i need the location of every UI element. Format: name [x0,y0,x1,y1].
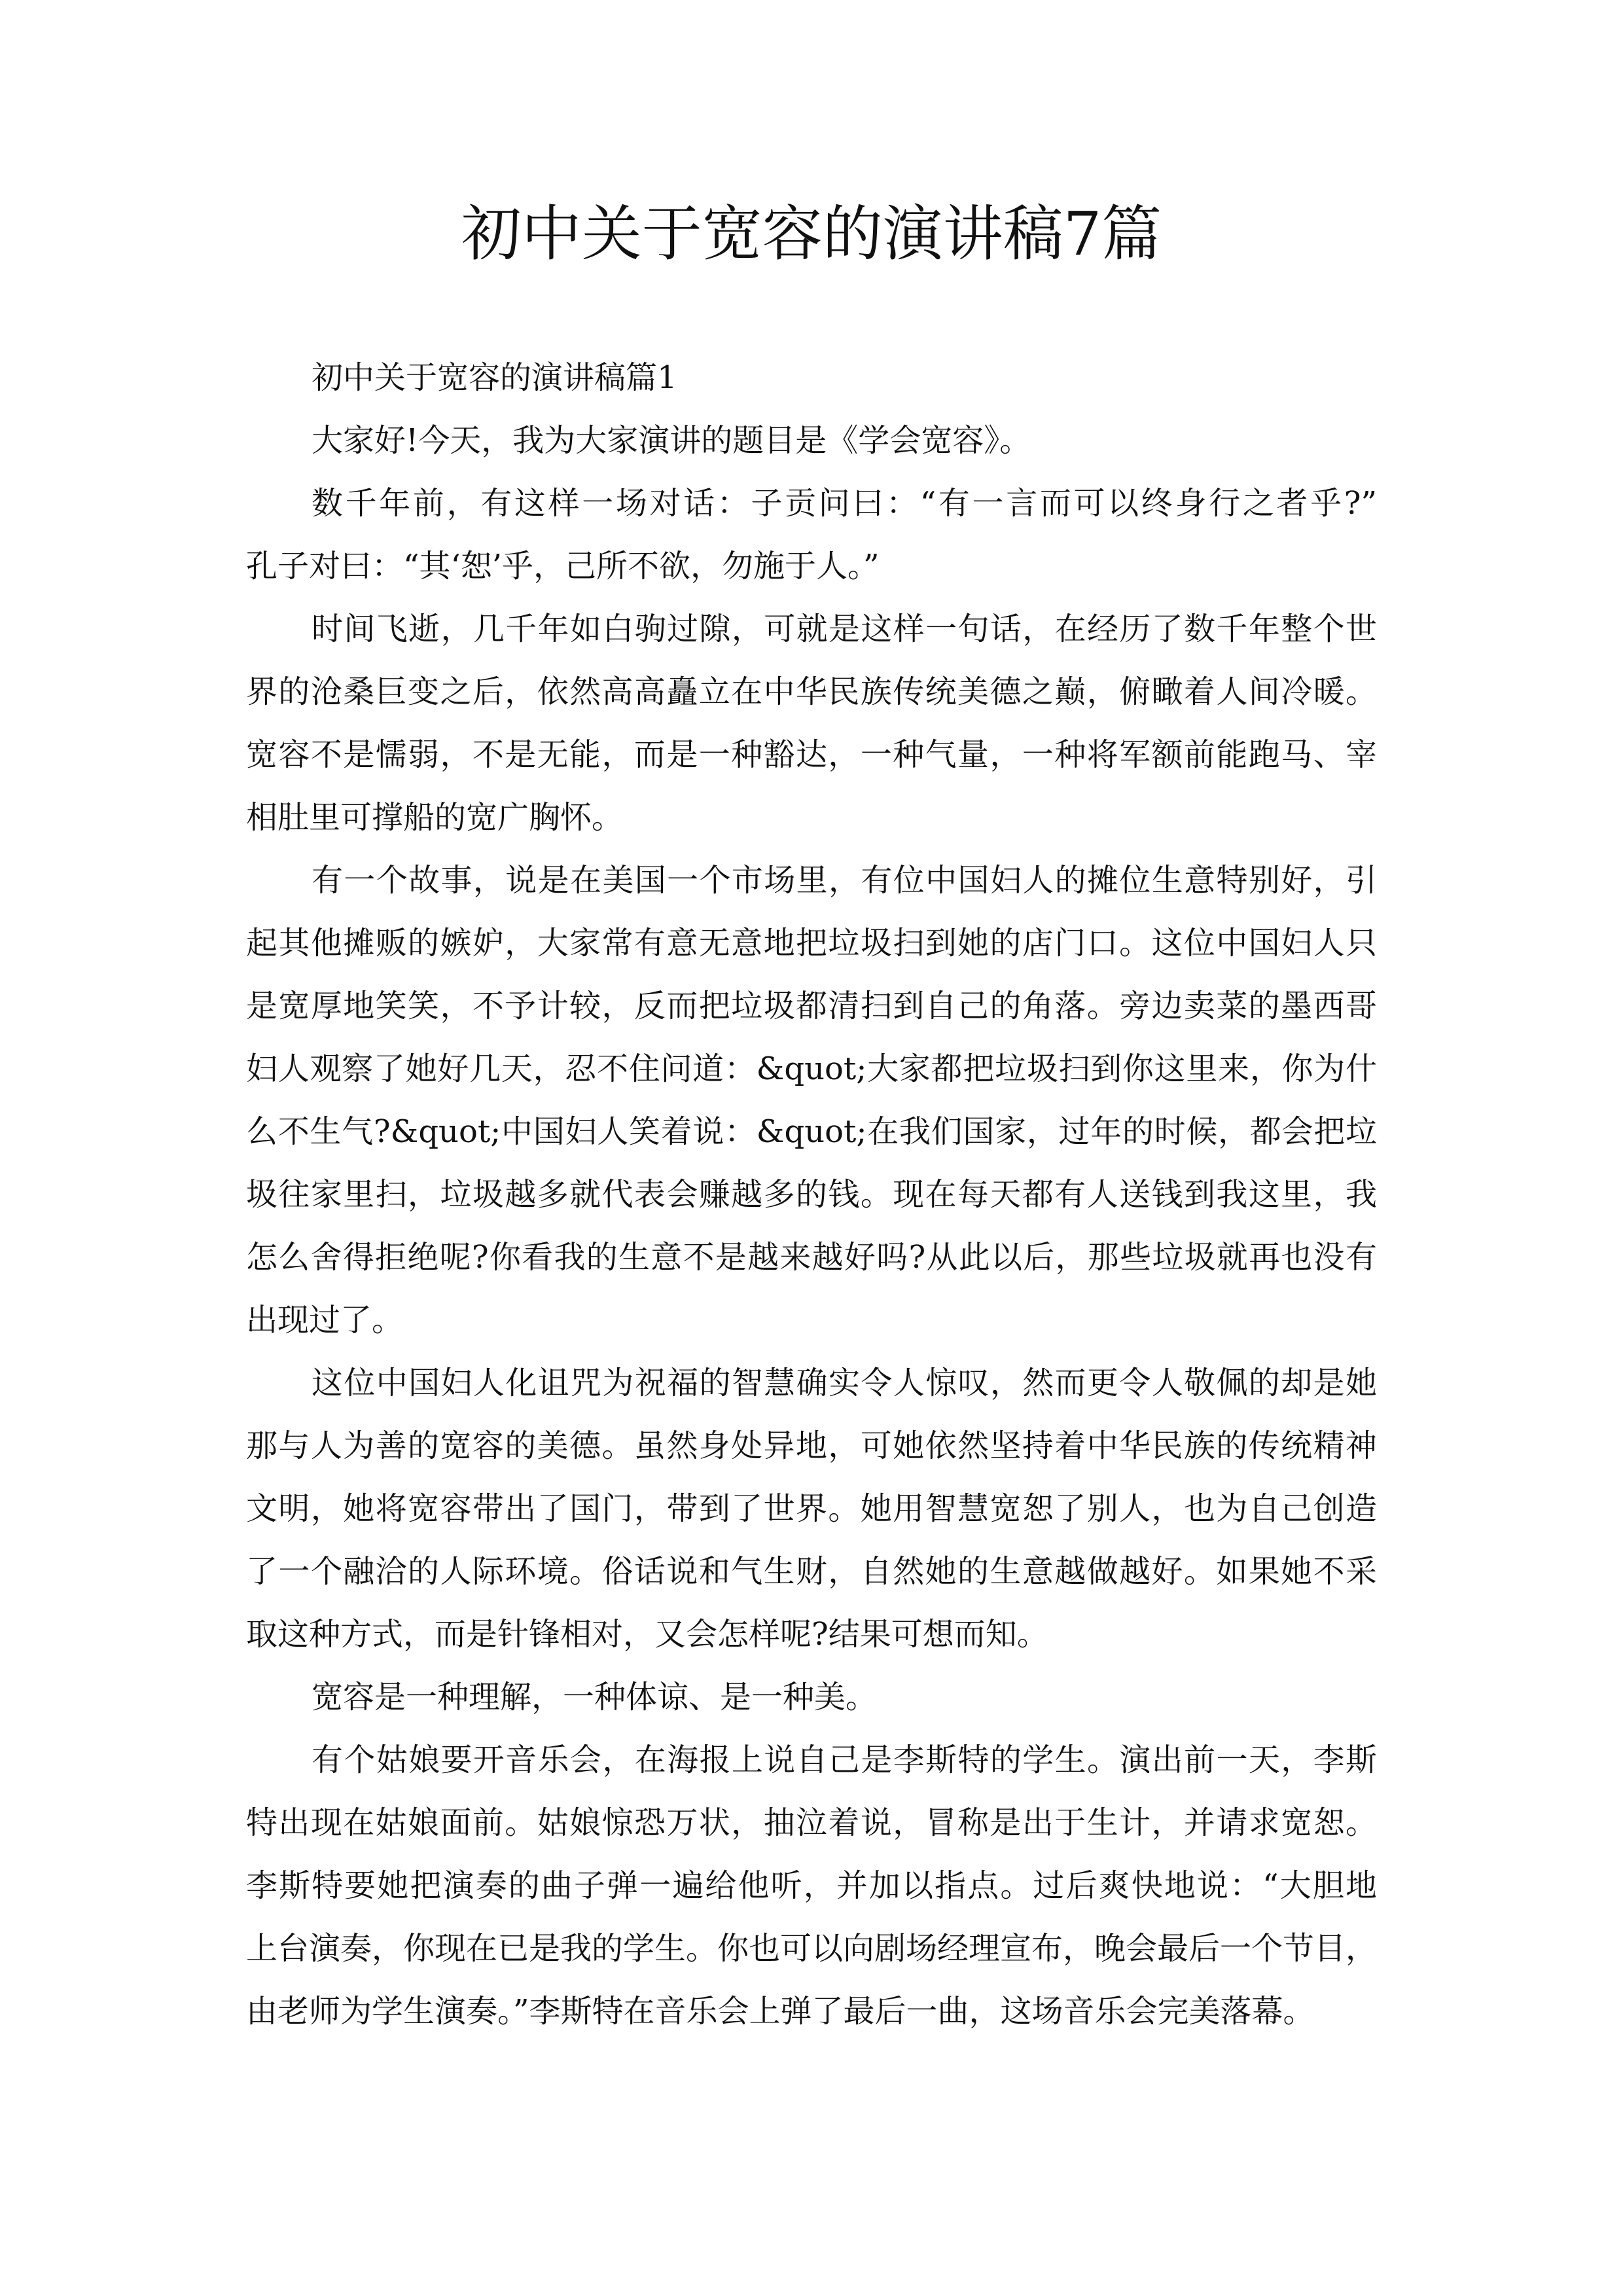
paragraph [246,849,1377,1352]
text-line: 特出现在姑娘面前。姑娘惊恐万状，抽泣着说，冒称是出于生计，并请求宽恕。 [246,1804,1377,1841]
text-line: 圾往家里扫，垃圾越多就代表会赚越多的钱。现在每天都有人送钱到我这里，我 [246,1176,1377,1213]
text-line: 取这种方式，而是针锋相对，又会怎样呢?结果可想而知。 [246,1616,1048,1653]
text-line: 有个姑娘要开音乐会，在海报上说自己是李斯特的学生。演出前一天，李斯 [312,1742,1377,1778]
text-line: 李斯特要她把演奏的曲子弹一遍给他听，并加以指点。过后爽快地说：“大胆地 [246,1867,1377,1904]
text-line: 数千年前，有这样一场对话：子贡问曰：“有一言而可以终身行之者乎?” [312,485,1377,522]
text-line: 初中关于宽容的演讲稿篇1 [312,359,677,396]
text-line: 有一个故事，说是在美国一个市场里，有位中国妇人的摊位生意特别好，引 [312,862,1377,899]
text-line: 界的沧桑巨变之后，依然高高矗立在中华民族传统美德之巅，俯瞰着人间冷暖。 [246,673,1377,710]
section-heading [246,346,1377,409]
text-line: 由老师为学生演奏。”李斯特在音乐会上弹了最后一曲，这场音乐会完美落幕。 [246,1993,1315,2030]
text-line: 时间飞逝，几千年如白驹过隙，可就是这样一句话，在经历了数千年整个世 [312,611,1377,647]
document-body [246,346,1377,2043]
text-line: 怎么舍得拒绝呢?你看我的生意不是越来越好吗?从此以后，那些垃圾就再也没有 [246,1239,1377,1276]
text-line: 那与人为善的宽容的美德。虽然身处异地，可她依然坚持着中华民族的传统精神 [246,1427,1377,1464]
paragraph [246,1352,1377,1666]
text-line: 起其他摊贩的嫉妒，大家常有意无意地把垃圾扫到她的店门口。这位中国妇人只 [246,925,1377,961]
text-line: 妇人观察了她好几天，忍不住问道：&quot;大家都把垃圾扫到你这里来，你为什 [246,1050,1377,1087]
paragraph [246,472,1377,598]
text-line: 相肚里可撑船的宽广胸怀。 [246,799,624,836]
document-title: 初中关于宽容的演讲稿7篇 [461,199,1162,269]
text-line: 这位中国妇人化诅咒为祝福的智慧确实令人惊叹，然而更令人敬佩的却是她 [312,1365,1377,1401]
text-line: 上台演奏，你现在已是我的学生。你也可以向剧场经理宣布，晚会最后一个节目， [246,1930,1378,1967]
text-line: 孔子对曰：“其‘恕’乎，己所不欲，勿施于人。” [246,548,880,584]
text-line: 么不生气?&quot;中国妇人笑着说：&quot;在我们国家，过年的时候，都会把垃 [246,1113,1377,1150]
text-line: 宽容不是懦弱，不是无能，而是一种豁达，一种气量，一种将军额前能跑马、宰 [246,736,1377,773]
text-line: 宽容是一种理解，一种体谅、是一种美。 [312,1679,878,1715]
paragraph [246,1729,1377,2043]
text-line: 是宽厚地笑笑，不予计较，反而把垃圾都清扫到自己的角落。旁边卖菜的墨西哥 [246,988,1377,1024]
paragraph [246,598,1377,849]
text-line: 出现过了。 [246,1302,404,1338]
text-line: 了一个融洽的人际环境。俗话说和气生财，自然她的生意越做越好。如果她不采 [246,1553,1377,1590]
text-line: 文明，她将宽容带出了国门，带到了世界。她用智慧宽恕了别人，也为自己创造 [246,1490,1377,1527]
paragraph [246,409,1377,472]
text-line: 大家好!今天，我为大家演讲的题目是《学会宽容》。 [312,422,1031,459]
paragraph [246,1666,1377,1729]
